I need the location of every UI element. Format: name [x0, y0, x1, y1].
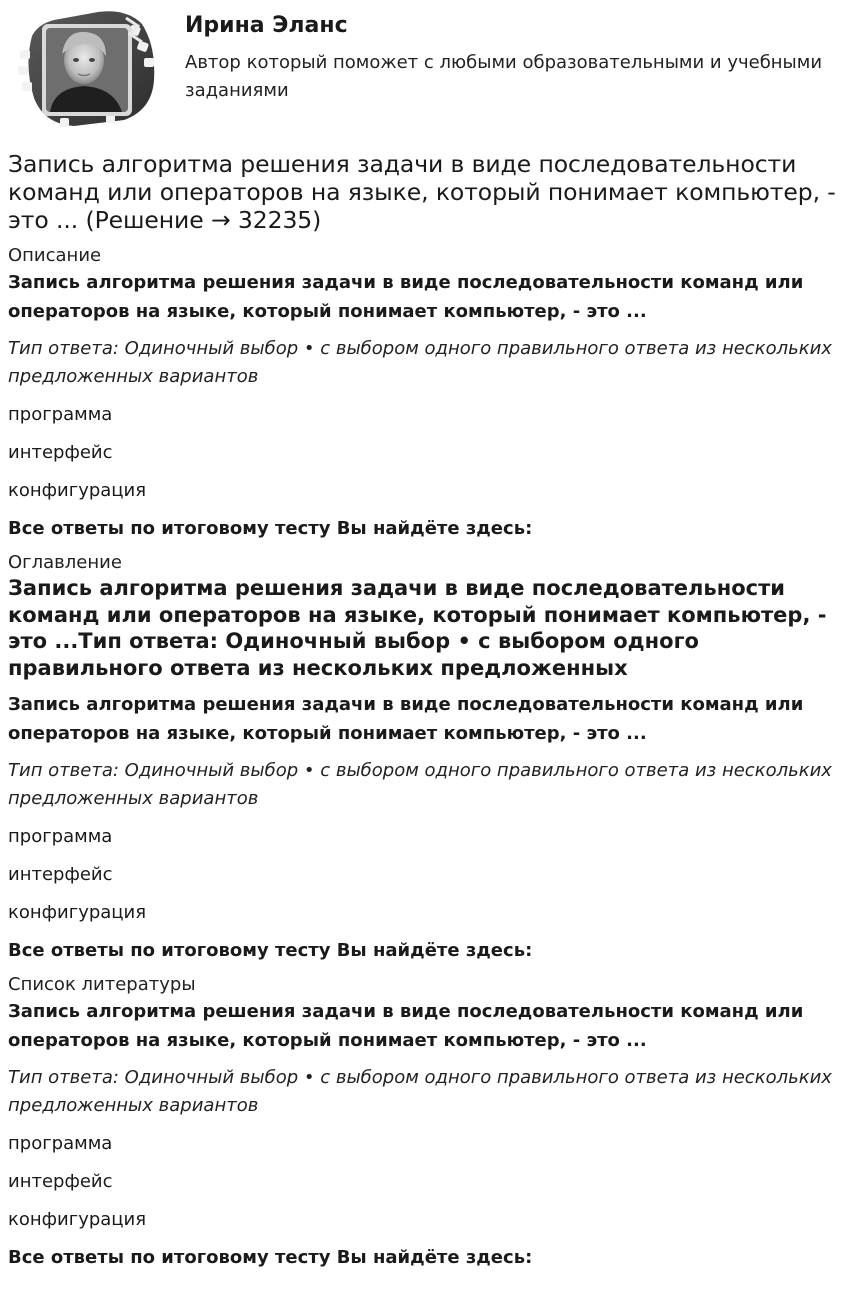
answer-option: программа [8, 826, 113, 847]
author-card [8, 0, 839, 140]
answer-option: интерфейс [8, 864, 113, 885]
question-text: Запись алгоритма решения задачи в виде последовательности команд или операторов на языке, который понимает компьютер, - это ... [8, 1001, 804, 1051]
author-photo-icon [14, 6, 160, 130]
question-text: Запись алгоритма решения задачи в виде последовательности команд или операторов на языке, который понимает компьютер, - это ... [8, 694, 804, 744]
answer-option: программа [8, 404, 113, 425]
answer-type-text: Тип ответа: Одиночный выбор • с выбором одного правильного ответа из нескольких предложенных вариантов [8, 760, 832, 809]
answer-option: интерфейс [8, 1171, 113, 1192]
author-description: Автор который поможет с любыми образовательными и учебными заданиями [185, 52, 823, 101]
answer-type-text: Тип ответа: Одиночный выбор • с выбором одного правильного ответа из нескольких предложенных вариантов [8, 338, 832, 387]
section-label-references: Список литературы [8, 974, 196, 995]
avatar[interactable] [14, 6, 160, 130]
answer-option: программа [8, 1133, 113, 1154]
section-label-toc: Оглавление [8, 552, 122, 573]
references-section [8, 973, 839, 1272]
answer-option: конфигурация [8, 1209, 147, 1230]
toc-section [8, 551, 839, 965]
answer-option: интерфейс [8, 442, 113, 463]
answer-option: конфигурация [8, 480, 147, 501]
description-section [8, 244, 839, 543]
all-answers-text: Все ответы по итоговому тесту Вы найдёте здесь: [8, 940, 533, 961]
all-answers-text: Все ответы по итоговому тесту Вы найдёте здесь: [8, 1247, 533, 1268]
page-title: Запись алгоритма решения задачи в виде последовательности команд или операторов на языке, который понимает компьютер, - это ... (Решение → 32235) [8, 150, 836, 234]
toc-heading[interactable]: Запись алгоритма решения задачи в виде последовательности команд или операторов на языке, который понимает компьютер, - это ...Тип ответа: Одиночный выбор • с выбором одного правильного ответа из нескольких предложенных [8, 576, 827, 680]
author-name[interactable]: Ирина Эланс [185, 13, 348, 38]
answer-type-text: Тип ответа: Одиночный выбор • с выбором одного правильного ответа из нескольких предложенных вариантов [8, 1067, 832, 1116]
answer-option: конфигурация [8, 902, 147, 923]
question-text: Запись алгоритма решения задачи в виде последовательности команд или операторов на языке, который понимает компьютер, - это ... [8, 272, 804, 322]
section-label-description: Описание [8, 245, 102, 266]
all-answers-text: Все ответы по итоговому тесту Вы найдёте здесь: [8, 518, 533, 539]
